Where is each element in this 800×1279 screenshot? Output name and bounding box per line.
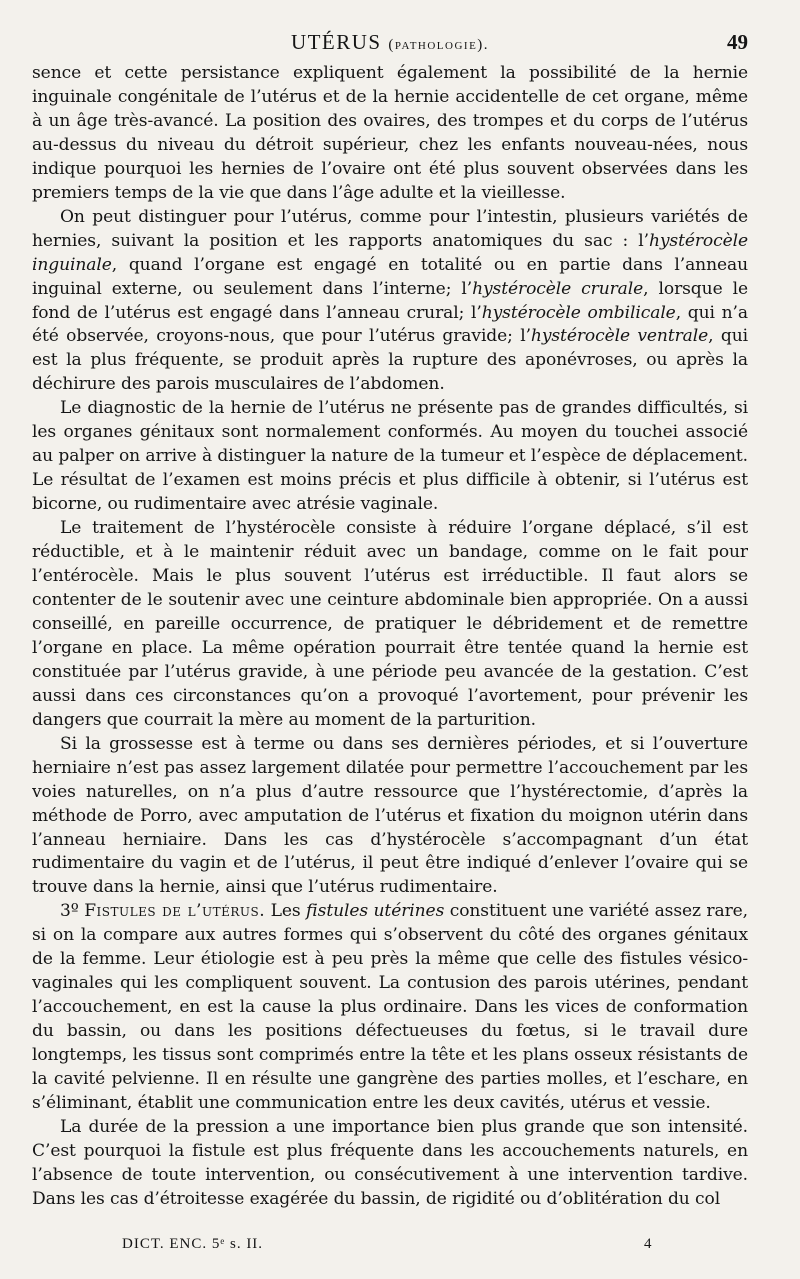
text-run: Si la grossesse est à terme ou dans ses dernières périodes, et si l’ouverture herniaire n’est pas assez largement dilatée pour permettre l’accouchement par les voies naturelles, on n’a plus d’autre ressource que l’hystérectomie, d’après la méthode de Porro, avec amputation de l’utérus et fixation du moignon utérin dans l’anneau herniaire. Dans les cas d’hystérocèle s’accompagnant d’un état rudimentaire du vagin et de l’utérus, il peut être indiqué d’enlever l’ovaire qui se trouve dans la hernie, ainsi que l’utérus rudimentaire. [32,733,748,898]
text-run: , qui n’a été observée, croyons-nous, que pour l’utérus gravide; l’ [32,302,748,347]
text-run: 3º [60,901,85,922]
text-run: , quand l’organe est engagé en totalité ou en partie dans l’anneau inguinal externe, ou seulement dans l’interne; l’ [32,254,748,299]
running-title-subtitle: (pathologie). [388,37,490,53]
paragraph [32,62,748,206]
italic-term: hystérocèle inguinale [32,230,748,275]
paragraph [32,517,748,733]
running-title [32,30,748,55]
text-run: On peut distinguer pour l’utérus, comme pour l’intestin, plusieurs variétés de hernies, suivant la position et les rapports anatomiques du sac : l’ [32,206,748,251]
text-run: , qui est la plus fréquente, se produit après la rupture des aponévroses, ou après la déchirure des parois musculaires de l’abdomen. [32,326,748,395]
paragraph [32,206,748,398]
paragraph [32,397,748,517]
running-title-main: UTÉRUS [290,30,382,54]
text-run: Le traitement de l’hystérocèle consiste à réduire l’organe déplacé, s’il est réductible, et à le maintenir réduit avec un bandage, comme on le fait pour l’entérocèle. Mais le plus souvent l’utérus est irréductible. Il faut alors se contenter de le soutenir avec une ceinture abdominale bien appropriée. On a aussi conseillé, en pareille occurrence, de pratiquer le débridement et de remettre l’organe en place. La même opération pourrait être tentée quand la hernie est constituée par l’utérus gravide, à une période peu avancée de la gestation. C’est aussi dans ces circonstances qu’on a provoqué l’avortement, pour prévenir les dangers que courrait la mère au moment de la parturition. [32,518,748,730]
paragraph [32,733,748,901]
italic-term: hystérocèle ombilicale [481,302,676,323]
italic-term: hystérocèle ventrale [530,326,709,347]
paragraph [32,900,748,1116]
text-run: , lorsque le fond de l’utérus est engagé dans l’anneau crural; l’ [32,278,748,323]
page-number: 49 [727,30,748,54]
text-run: sence et cette persistance expliquent également la possibilité de la hernie inguinale congénitale de l’utérus et de la hernie accidentelle de cet organe, même à un âge très-avancé. La position des ovaires, des trompes et du corps de l’utérus au-dessus du niveau du détroit supérieur, chez les enfants nouveau-nées, nous indique pourquoi les hernies de l’ovaire ont été plus souvent observées dans les premiers temps de la vie que dans l’âge adulte et la vieillesse. [32,63,748,203]
text-run: constituent une variété assez rare, si on la compare aux autres formes qui s’observent du côté des organes génitaux de la femme. Leur étiologie est à peu près la même que celle des fistules vésico-vaginales qui les compliquent souvent. La contusion des parois utérines, pendant l’accouchement, en est la cause la plus ordinaire. Dans les vices de conformation du bassin, ou dans les positions défectueuses du fœtus, si le travail dure longtemps, les tissus sont comprimés entre la tête et les plans osseux résistants de la cavité pelvienne. Il en résulte une gangrène des parties molles, et l’eschare, en s’éliminant, établit une communication entre les deux cavités, utérus et vessie. [32,901,748,1113]
text-run: La durée de la pression a une importance bien plus grande que son intensité. C’est pourquoi la fistule est plus fréquente dans les accouchements naturels, en l’absence de toute intervention, ou consécutivement à une intervention tardive. Dans les cas d’étroitesse exagérée du bassin, de rigidité ou d’oblitération du col [32,1116,748,1209]
running-header [32,28,748,58]
text-run: Le diagnostic de la hernie de l’utérus ne présente pas de grandes difficultés, si les organes génitaux sont normalement conformés. Au moyen du touchei associé au palper on arrive à distinguer la nature de la tumeur et l’espèce de déplacement. Le résultat de l’examen est moins précis et plus difficile à obtenir, si l’utérus est bicorne, ou rudimentaire avec atrésie vaginale. [32,398,748,515]
sheet-number: 4 [644,1236,652,1252]
italic-term: fistules utérines [306,901,445,922]
italic-term: hystérocèle crurale [472,278,644,299]
body-text [32,62,748,1232]
section-heading: Fistules de l’utérus. [84,901,266,922]
page-footer [32,1236,748,1258]
text-run: Les [265,901,307,922]
printer-signature: DICT. ENC. 5ᵉ s. II. [122,1236,264,1252]
paragraph [32,1116,748,1212]
